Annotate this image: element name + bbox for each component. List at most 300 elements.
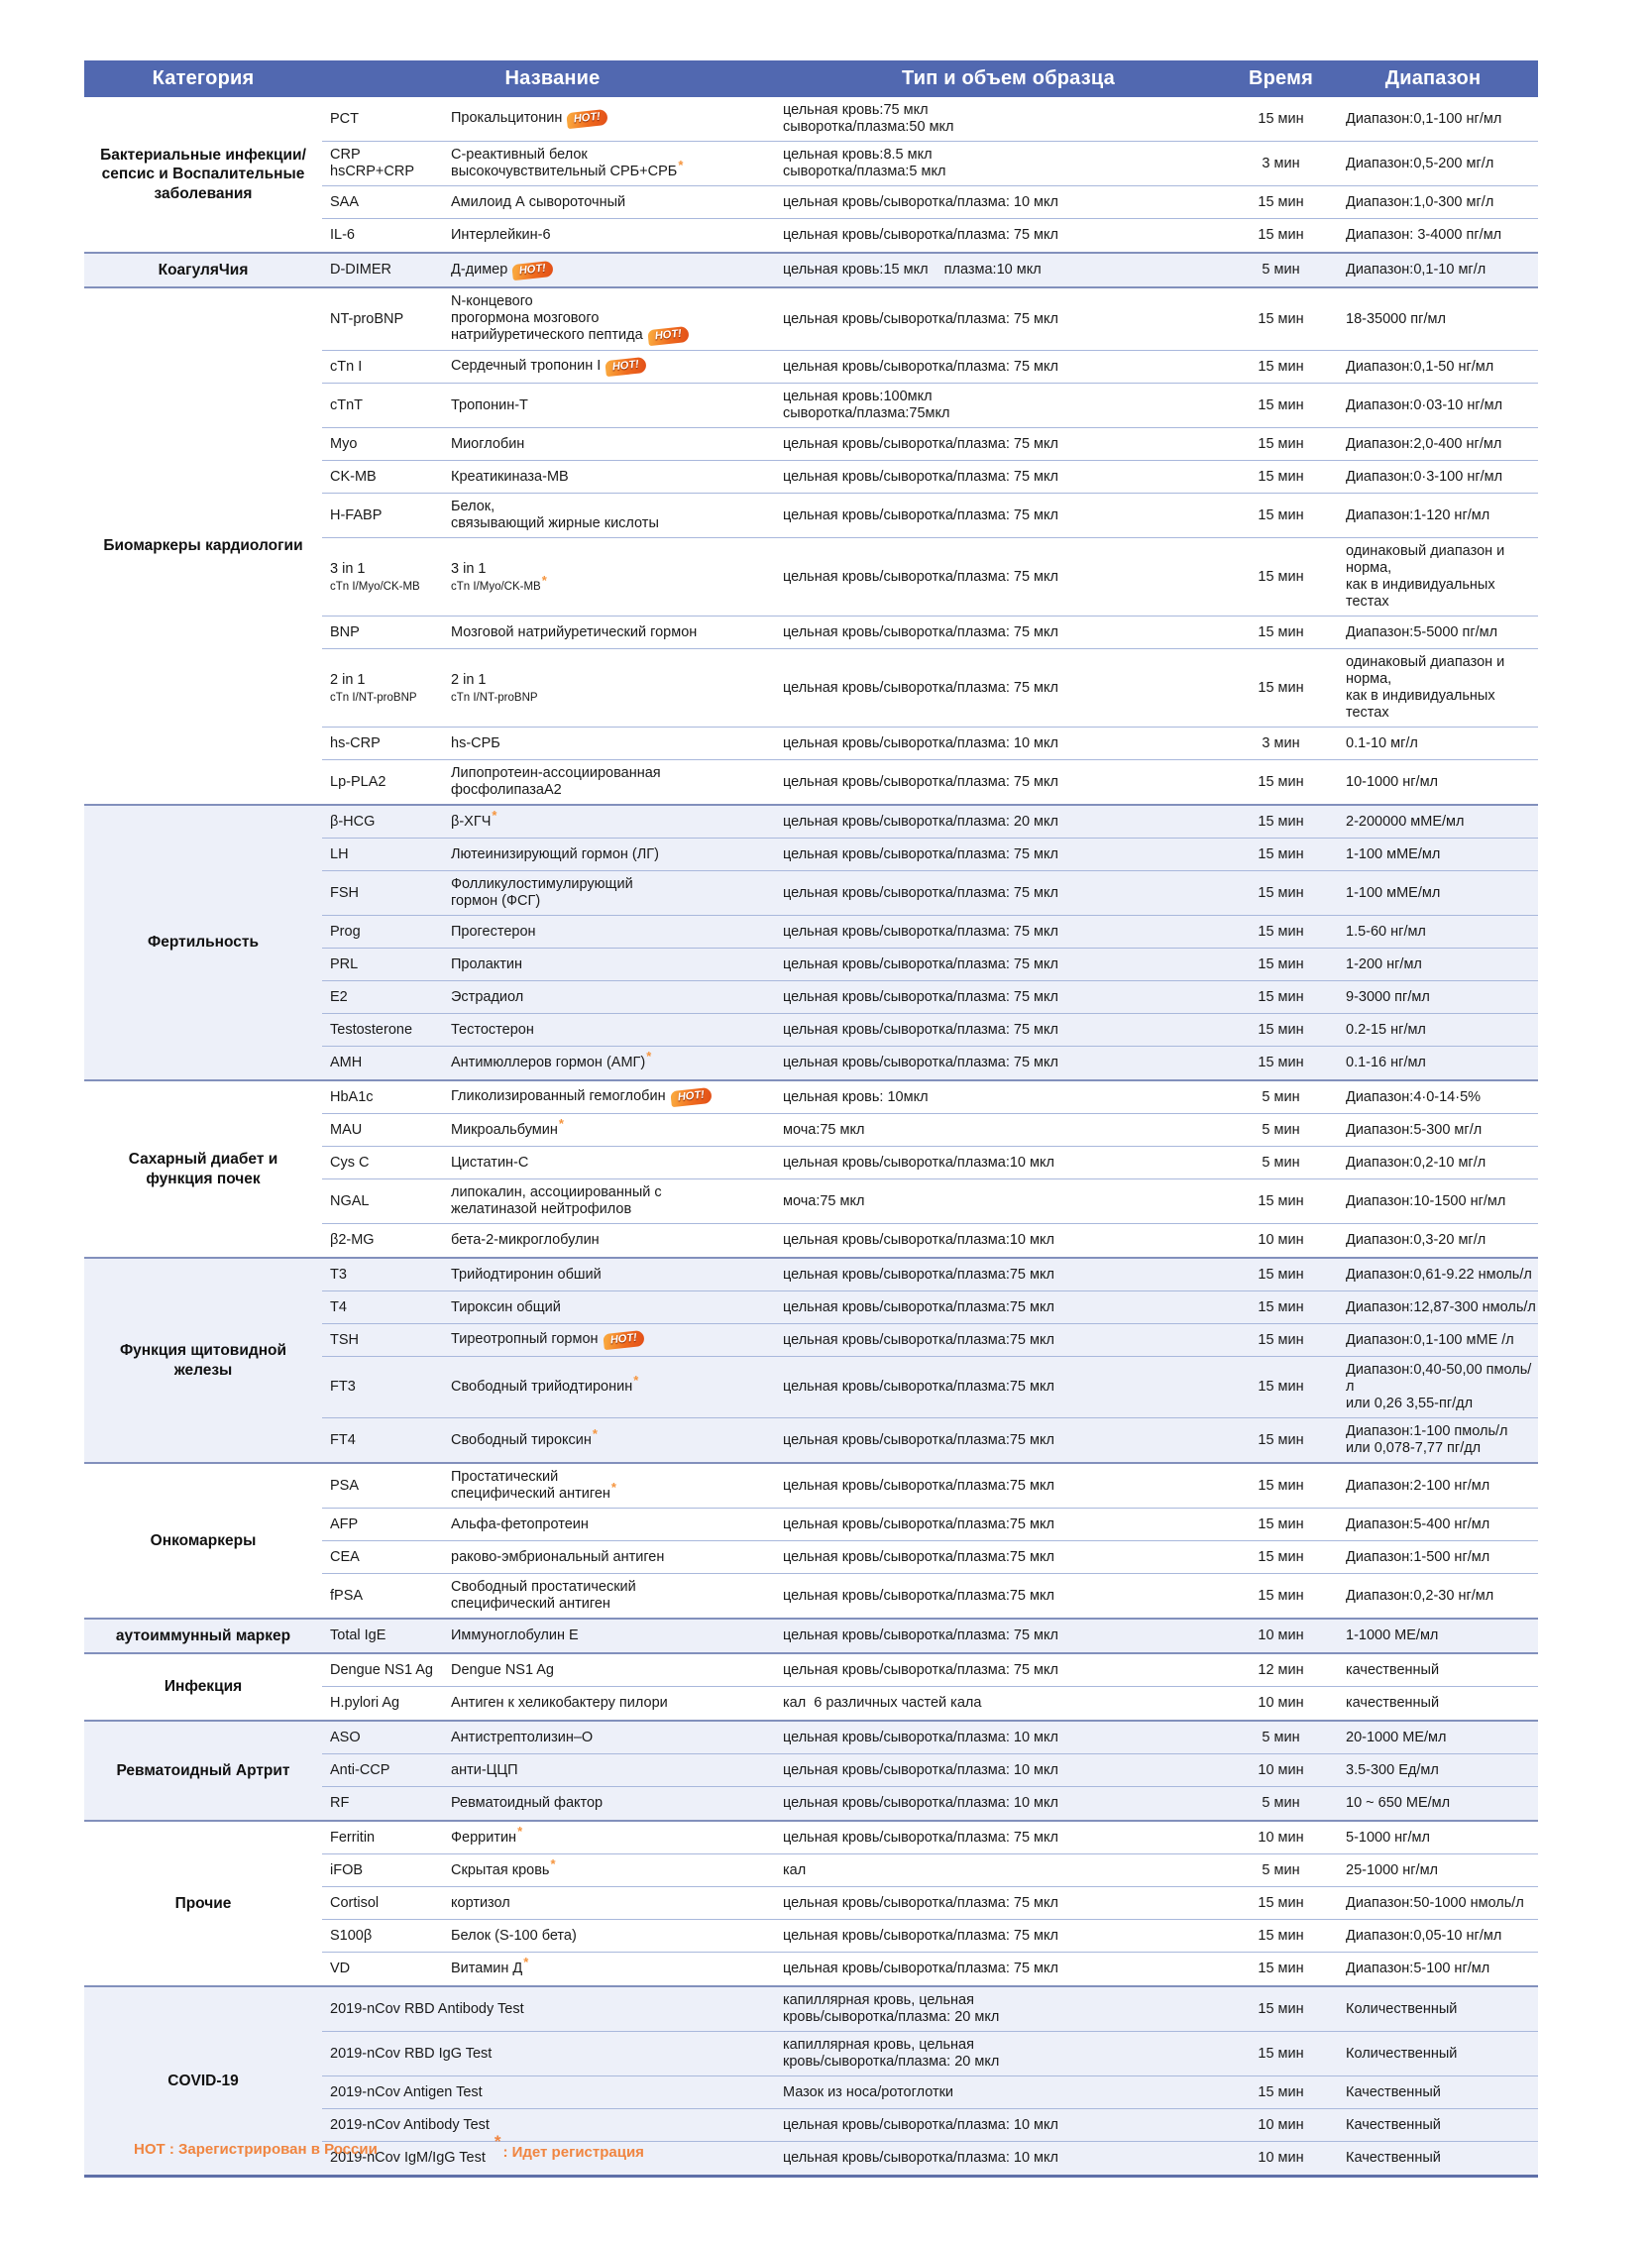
table-row — [322, 806, 1538, 839]
category-cell: аутоиммунный маркер — [115, 1626, 291, 1644]
test-code-cell — [322, 1895, 451, 1912]
range-cell — [1328, 1695, 1538, 1712]
sample-line: моча:75 мкл — [783, 1192, 865, 1209]
range-cell — [1328, 1662, 1538, 1679]
range-line: 3.5-300 Ед/мл — [1346, 1761, 1439, 1778]
test-name-cell — [451, 262, 783, 280]
test-name-cell — [451, 1579, 783, 1613]
test-name-line: Прогестерон — [451, 923, 536, 940]
range-cell — [1328, 1830, 1538, 1847]
table-row — [322, 1464, 1538, 1509]
sample-type-cell — [783, 194, 1234, 211]
range-cell — [1328, 814, 1538, 831]
test-code-line: 2019-nCov Antibody Test — [330, 2116, 490, 2133]
test-name-line: липокалин, ассоциированный с — [451, 1184, 662, 1200]
range-cell — [1328, 1122, 1538, 1139]
sample-type-cell — [783, 1830, 1234, 1847]
table-row — [322, 1987, 1538, 2032]
section-rows — [322, 97, 1538, 252]
category-cell: Фертильность — [148, 934, 259, 952]
sample-line: цельная кровь/сыворотка/плазма:75 мкл — [783, 1331, 1054, 1348]
range-cell — [1328, 1478, 1538, 1495]
test-code-line: Anti-CCP — [330, 1761, 390, 1778]
sample-type-cell — [783, 1695, 1234, 1712]
range-cell — [1328, 654, 1538, 722]
sample-line: сыворотка/плазма:50 мкл — [783, 119, 954, 135]
test-name-cell — [451, 194, 783, 211]
test-code-cell — [322, 1379, 451, 1396]
sample-type-cell — [783, 147, 1234, 180]
time-cell: 15 мин — [1258, 396, 1304, 413]
range-cell — [1328, 227, 1538, 244]
test-name-cell — [451, 807, 783, 831]
sample-line: капиллярная кровь, цельная — [783, 1992, 974, 2008]
test-name-cell — [451, 1730, 783, 1746]
test-name-cell — [451, 293, 783, 345]
time-cell: 15 мин — [1258, 988, 1304, 1005]
test-code-line: fPSA — [330, 1587, 364, 1604]
assay-catalog-table — [84, 60, 1538, 2178]
test-code-cell — [322, 735, 451, 752]
test-code-line: HbA1c — [330, 1088, 374, 1105]
time-cell: 5 мин — [1262, 1861, 1300, 1878]
test-name-line: Креатикиназа-МВ — [451, 468, 569, 485]
table-row — [322, 1574, 1538, 1618]
test-name-line: Интерлейкин-6 — [451, 227, 551, 243]
test-code-line: hsCRP+CRP — [330, 164, 415, 179]
test-name-cell — [451, 1088, 783, 1106]
time-cell: 15 мин — [1258, 1587, 1304, 1604]
test-name-line: hs-СРБ — [451, 734, 500, 751]
sample-line: цельная кровь/сыворотка/плазма: 10 мкл — [783, 1761, 1058, 1778]
table-section — [84, 1257, 1538, 1462]
test-name-line: Витамин Д* — [451, 1955, 529, 1976]
time-cell: 15 мин — [1258, 227, 1304, 243]
test-code-cell — [322, 561, 451, 594]
table-row — [322, 1509, 1538, 1541]
test-code-cell — [322, 1516, 451, 1533]
test-code-line: AFP — [330, 1515, 359, 1532]
table-row — [322, 351, 1538, 384]
sample-type-cell — [783, 1862, 1234, 1879]
test-name-line: Ревматоидный фактор — [451, 1795, 604, 1811]
range-line: или 0,26 3,55-пг/дл — [1346, 1396, 1474, 1411]
time-cell: 15 мин — [1258, 468, 1304, 485]
test-name-line: прогормона мозгового — [451, 310, 600, 326]
test-name-cell — [451, 147, 783, 180]
range-cell — [1328, 774, 1538, 791]
test-name-line: Тироксин общий — [451, 1298, 561, 1315]
test-name-cell — [451, 924, 783, 941]
test-code-line: NT-proBNP — [330, 310, 404, 327]
test-code-cell — [322, 1549, 451, 1566]
table-body — [84, 97, 1538, 2178]
sample-line: цельная кровь/сыворотка/плазма: 20 мкл — [783, 813, 1058, 830]
test-code-cell — [322, 1478, 451, 1495]
sample-line: цельная кровь/сыворотка/плазма: 75 мкл — [783, 679, 1058, 696]
sample-line: цельная кровь/сыворотка/плазма: 75 мкл — [783, 310, 1058, 327]
table-row — [322, 494, 1538, 538]
table-row — [322, 1854, 1538, 1887]
test-code-line: 2019-nCov RBD Antibody Test — [330, 2000, 524, 2017]
sample-type-cell — [783, 1795, 1234, 1812]
time-cell: 3 мин — [1262, 155, 1300, 171]
range-line: Диапазон:0,2-10 мг/л — [1346, 1154, 1487, 1171]
sample-type-cell — [783, 1267, 1234, 1284]
test-name-cell — [451, 1022, 783, 1039]
sample-line: цельная кровь/сыворотка/плазма: 75 мкл — [783, 435, 1058, 452]
test-code-line: cTn I — [330, 358, 363, 375]
test-name-cell — [451, 956, 783, 973]
range-line: Диапазон:1-100 пмоль/л — [1346, 1423, 1508, 1439]
sample-type-cell — [783, 1627, 1234, 1644]
range-cell — [1328, 1762, 1538, 1779]
test-name-line: Миоглобин — [451, 435, 525, 452]
table-row — [322, 1357, 1538, 1418]
range-line: 25-1000 нг/мл — [1346, 1861, 1438, 1878]
time-cell: 3 мин — [1262, 734, 1300, 751]
range-line: Качественный — [1346, 2083, 1441, 2100]
range-cell — [1328, 1362, 1538, 1412]
test-code-cell — [322, 924, 451, 941]
range-line: качественный — [1346, 1695, 1440, 1711]
range-line: 20-1000 МЕ/мл — [1346, 1729, 1447, 1745]
test-name-cell — [451, 1267, 783, 1284]
range-line: Диапазон:5-5000 пг/мл — [1346, 623, 1498, 640]
sample-line: сыворотка/плазма:5 мкл — [783, 164, 946, 179]
time-cell: 15 мин — [1258, 1477, 1304, 1494]
table-row — [322, 1224, 1538, 1257]
test-code-cell — [322, 1232, 451, 1249]
sample-type-cell — [783, 262, 1234, 279]
range-cell — [1328, 1928, 1538, 1945]
time-cell: 5 мин — [1262, 1121, 1300, 1138]
test-code-line: Prog — [330, 923, 361, 940]
time-cell: 15 мин — [1258, 110, 1304, 127]
test-code-cell — [322, 1862, 451, 1879]
range-cell — [1328, 1232, 1538, 1249]
range-line: Качественный — [1346, 2150, 1441, 2166]
sample-line: моча:75 мкл — [783, 1121, 865, 1138]
hot-legend-text: HOT : Зарегистрирован в России — [134, 2141, 378, 2158]
sample-type-cell — [783, 569, 1234, 586]
test-name-line: высокочувствительный СРБ+СРБ* — [451, 158, 684, 179]
range-cell — [1328, 1730, 1538, 1746]
range-cell — [1328, 1895, 1538, 1912]
test-name-line: Микроальбумин* — [451, 1115, 564, 1138]
test-code-cell — [322, 1267, 451, 1284]
time-cell: 15 мин — [1258, 1431, 1304, 1448]
range-cell — [1328, 2150, 1538, 2167]
test-name-cell — [451, 735, 783, 752]
range-line: Диапазон:0,61-9.22 нмоль/л — [1346, 1266, 1532, 1283]
column-header-sample: Тип и объем образца — [902, 67, 1115, 89]
sample-line: цельная кровь/сыворотка/плазма:10 мкл — [783, 1154, 1054, 1171]
test-name-line: Гликолизированный гемоглобин HOT! — [451, 1088, 777, 1106]
asterisk-icon: * — [523, 1955, 529, 1970]
test-name-cell — [451, 1155, 783, 1172]
range-line: Количественный — [1346, 2000, 1458, 2017]
test-code-cell — [322, 1299, 451, 1316]
range-cell — [1328, 194, 1538, 211]
table-section — [84, 804, 1538, 1079]
time-cell: 10 мин — [1258, 1761, 1304, 1778]
test-code-cell — [322, 507, 451, 524]
sample-type-cell — [783, 1730, 1234, 1746]
sample-type-cell — [783, 1478, 1234, 1495]
asterisk-icon: * — [492, 807, 497, 823]
range-line: одинаковый диапазон и норма, — [1346, 654, 1505, 687]
range-line: Диапазон:0·3-100 нг/мл — [1346, 468, 1503, 485]
test-name-line: Амилоид А сывороточный — [451, 193, 626, 210]
table-row — [322, 2109, 1538, 2142]
sample-line: цельная кровь/сыворотка/плазма: 75 мкл — [783, 845, 1058, 862]
hot-flame-icon: HOT! — [512, 260, 554, 280]
table-row — [322, 219, 1538, 252]
sample-line: цельная кровь/сыворотка/плазма:75 мкл — [783, 1298, 1054, 1315]
test-code-line: iFOB — [330, 1861, 364, 1878]
range-line: 2-200000 мМЕ/мл — [1346, 813, 1465, 830]
sample-type-cell — [783, 1122, 1234, 1139]
column-header-category: Категория — [152, 67, 255, 89]
test-name-cell — [451, 1425, 783, 1449]
test-name-line: Белок (S-100 бета) — [451, 1927, 577, 1944]
sample-line: цельная кровь/сыворотка/плазма: 10 мкл — [783, 1795, 1058, 1811]
table-section — [84, 1820, 1538, 1985]
test-name-line: Свободный тироксин* — [451, 1425, 598, 1448]
category-cell: Биомаркеры кардиологии — [103, 537, 303, 555]
test-code-line: Total IgE — [330, 1627, 386, 1643]
test-code-line: Myo — [330, 435, 358, 452]
test-code-line: hs-CRP — [330, 734, 381, 751]
time-cell: 15 мин — [1258, 435, 1304, 452]
test-code-cell — [322, 1089, 451, 1106]
table-row — [322, 1887, 1538, 1920]
test-name-line: бета-2-микроглобулин — [451, 1232, 600, 1248]
table-section — [84, 286, 1538, 804]
test-name-cell — [451, 469, 783, 486]
time-cell: 15 мин — [1258, 1379, 1304, 1395]
sample-line: цельная кровь:75 мкл — [783, 102, 929, 118]
time-cell: 15 мин — [1258, 1961, 1304, 1976]
range-cell — [1328, 1549, 1538, 1566]
table-row — [322, 981, 1538, 1014]
test-name-line: Трийодтиронин обший — [451, 1266, 602, 1283]
time-cell: 5 мин — [1262, 1088, 1300, 1105]
sample-line: цельная кровь:100мкл — [783, 389, 933, 404]
range-line: 0.2-15 нг/мл — [1346, 1021, 1426, 1038]
time-cell: 15 мин — [1258, 1192, 1304, 1209]
test-code-line: PCT — [330, 110, 359, 127]
test-code-line: ASO — [330, 1729, 361, 1745]
sample-type-cell — [783, 1155, 1234, 1172]
section-rows — [322, 1081, 1538, 1257]
test-code-line: Ferritin — [330, 1829, 376, 1846]
table-row — [322, 871, 1538, 916]
test-name-line: Антистрептолизин–О — [451, 1729, 594, 1745]
sample-line: цельная кровь/сыворотка/плазма: 75 мкл — [783, 1055, 1058, 1070]
table-row — [322, 1787, 1538, 1820]
test-name-cell — [451, 227, 783, 244]
test-name-cell — [451, 1184, 783, 1218]
sample-line: сыворотка/плазма:75мкл — [783, 405, 950, 421]
test-name-line: Сердечный тропонин I HOT! — [451, 358, 777, 376]
test-code-line: FSH — [330, 884, 359, 901]
sample-line: цельная кровь/сыворотка/плазма: 75 мкл — [783, 227, 1058, 243]
test-code-line: CEA — [330, 1548, 360, 1565]
test-name-line: Мозговой натрийуретический гормон — [451, 623, 698, 640]
test-name-line: специфический антиген* — [451, 1480, 616, 1502]
time-cell: 15 мин — [1258, 2000, 1304, 2017]
range-cell — [1328, 397, 1538, 414]
time-cell: 10 мин — [1258, 1627, 1304, 1643]
range-line: 10 ~ 650 МЕ/мл — [1346, 1795, 1451, 1811]
range-line: Диапазон:0,1-100 нг/мл — [1346, 110, 1502, 127]
category-cell: COVID-19 — [167, 2072, 239, 2089]
section-rows — [322, 1722, 1538, 1820]
sample-type-cell — [783, 2150, 1234, 2167]
test-name-cell — [451, 1115, 783, 1139]
time-cell: 15 мин — [1258, 773, 1304, 790]
test-name-line: Д-димер HOT! — [451, 262, 777, 280]
test-code-cell — [322, 814, 451, 831]
sample-line: цельная кровь/сыворотка/плазма: 10 мкл — [783, 2150, 1058, 2166]
test-name-cell — [451, 110, 783, 128]
column-header-name: Название — [504, 67, 601, 89]
test-code-line: 2019-nCov IgM/IgG Test — [330, 2150, 486, 2166]
sample-line: цельная кровь/сыворотка/плазма:75 мкл — [783, 1477, 1054, 1494]
time-cell: 15 мин — [1258, 1266, 1304, 1283]
sample-line: кровь/сыворотка/плазма: 20 мкл — [783, 2054, 1000, 2070]
asterisk-icon: * — [517, 1823, 523, 1839]
test-code-cell — [322, 1627, 451, 1644]
test-code-line: CK-MB — [330, 468, 377, 485]
time-cell: 15 мин — [1258, 568, 1304, 585]
range-line: Диапазон:50-1000 нмоль/л — [1346, 1894, 1524, 1911]
test-code-line: MAU — [330, 1121, 363, 1138]
test-code-line: Dengue NS1 Ag — [330, 1661, 433, 1678]
test-name-cell — [451, 1516, 783, 1533]
test-code-cell — [322, 1830, 451, 1847]
range-line: как в индивидуальных тестах — [1346, 688, 1495, 721]
table-section — [84, 1720, 1538, 1820]
range-line: Диапазон:1-120 нг/мл — [1346, 506, 1490, 523]
test-name-cell — [451, 846, 783, 863]
test-code-cell — [322, 1961, 451, 1977]
test-code-cell — [322, 1795, 451, 1812]
table-row — [322, 254, 1538, 286]
test-code-line: SAA — [330, 193, 360, 210]
category-cell: Бактериальные инфекции/сепсис и Воспалительные заболевания — [100, 146, 306, 202]
sample-type-cell — [783, 680, 1234, 697]
test-name-wide-cell — [322, 2046, 783, 2063]
test-name-line: 2 in 1 — [451, 671, 487, 688]
sample-type-cell — [783, 1055, 1234, 1071]
test-name-cell — [451, 1928, 783, 1945]
table-row — [322, 1047, 1538, 1079]
range-cell — [1328, 311, 1538, 328]
test-code-cell — [322, 436, 451, 453]
test-code-cell — [322, 1432, 451, 1449]
sample-type-cell — [783, 1193, 1234, 1210]
sample-line: цельная кровь/сыворотка/плазма: 75 мкл — [783, 1021, 1058, 1038]
sample-line: цельная кровь/сыворотка/плазма: 75 мкл — [783, 988, 1058, 1005]
time-cell: 15 мин — [1258, 506, 1304, 523]
test-name-line: С-реактивный белок — [451, 147, 588, 163]
range-cell — [1328, 846, 1538, 863]
sample-type-cell — [783, 1432, 1234, 1449]
table-row — [322, 1291, 1538, 1324]
range-cell — [1328, 989, 1538, 1006]
sample-line: цельная кровь:8.5 мкл — [783, 147, 933, 163]
range-cell — [1328, 2084, 1538, 2101]
sample-type-cell — [783, 989, 1234, 1006]
test-code-cell — [322, 1332, 451, 1349]
test-name-line: Свободный простатический — [451, 1579, 636, 1595]
test-code-cell — [322, 1122, 451, 1139]
test-code-cell — [322, 262, 451, 279]
test-code-line: H.pylori Ag — [330, 1695, 400, 1711]
test-code-cell — [322, 1662, 451, 1679]
test-code-line: 2019-nCov RBD IgG Test — [330, 2045, 493, 2062]
range-line: Диапазон:0,2-30 нг/мл — [1346, 1587, 1494, 1604]
sample-line: цельная кровь/сыворотка/плазма:10 мкл — [783, 1232, 1054, 1248]
table-row — [322, 288, 1538, 351]
range-cell — [1328, 156, 1538, 172]
test-code-line: VD — [330, 1961, 351, 1976]
table-row — [322, 384, 1538, 428]
table-row — [322, 2076, 1538, 2109]
time-cell: 15 мин — [1258, 679, 1304, 696]
test-code-line: Cortisol — [330, 1894, 380, 1911]
table-row — [322, 1920, 1538, 1953]
range-line: Качественный — [1346, 2116, 1441, 2133]
sample-type-cell — [783, 1549, 1234, 1566]
test-name-line: 3 in 1 — [451, 560, 487, 577]
test-code-cell — [322, 774, 451, 791]
test-code-cell — [322, 1762, 451, 1779]
sample-type-cell — [783, 2117, 1234, 2134]
sample-type-cell — [783, 1961, 1234, 1977]
sample-type-cell — [783, 624, 1234, 641]
sample-type-cell — [783, 1299, 1234, 1316]
sample-line: цельная кровь/сыворотка/плазма: 75 мкл — [783, 568, 1058, 585]
sample-line: цельная кровь/сыворотка/плазма: 75 мкл — [783, 955, 1058, 972]
category-cell: КоагуляЧия — [158, 261, 249, 279]
sample-line: кровь/сыворотка/плазма: 20 мкл — [783, 2009, 1000, 2025]
range-cell — [1328, 1193, 1538, 1210]
sample-type-cell — [783, 735, 1234, 752]
test-code-cell — [322, 1695, 451, 1712]
range-line: Диапазон:1,0-300 мг/л — [1346, 193, 1494, 210]
test-code-cell — [322, 1055, 451, 1071]
section-rows — [322, 1464, 1538, 1618]
test-name-cell — [451, 1855, 783, 1879]
asterisk-icon: * — [558, 1115, 564, 1131]
category-cell: Инфекция — [164, 1678, 243, 1696]
sample-line: цельная кровь/сыворотка/плазма: 75 мкл — [783, 1927, 1058, 1944]
test-code-cell — [322, 672, 451, 705]
sample-line: цельная кровь/сыворотка/плазма: 75 мкл — [783, 1894, 1058, 1911]
test-name-line: N-концевого — [451, 293, 533, 309]
test-name-cell — [451, 1299, 783, 1316]
sample-line: цельная кровь/сыворотка/плазма: 10 мкл — [783, 2116, 1058, 2133]
test-code-cell — [322, 846, 451, 863]
sample-line: цельная кровь/сыворотка/плазма: 75 мкл — [783, 1961, 1058, 1976]
range-line: Диапазон:5-400 нг/мл — [1346, 1515, 1490, 1532]
test-name-cell — [451, 1331, 783, 1349]
range-line: Диапазон:2,0-400 нг/мл — [1346, 435, 1502, 452]
